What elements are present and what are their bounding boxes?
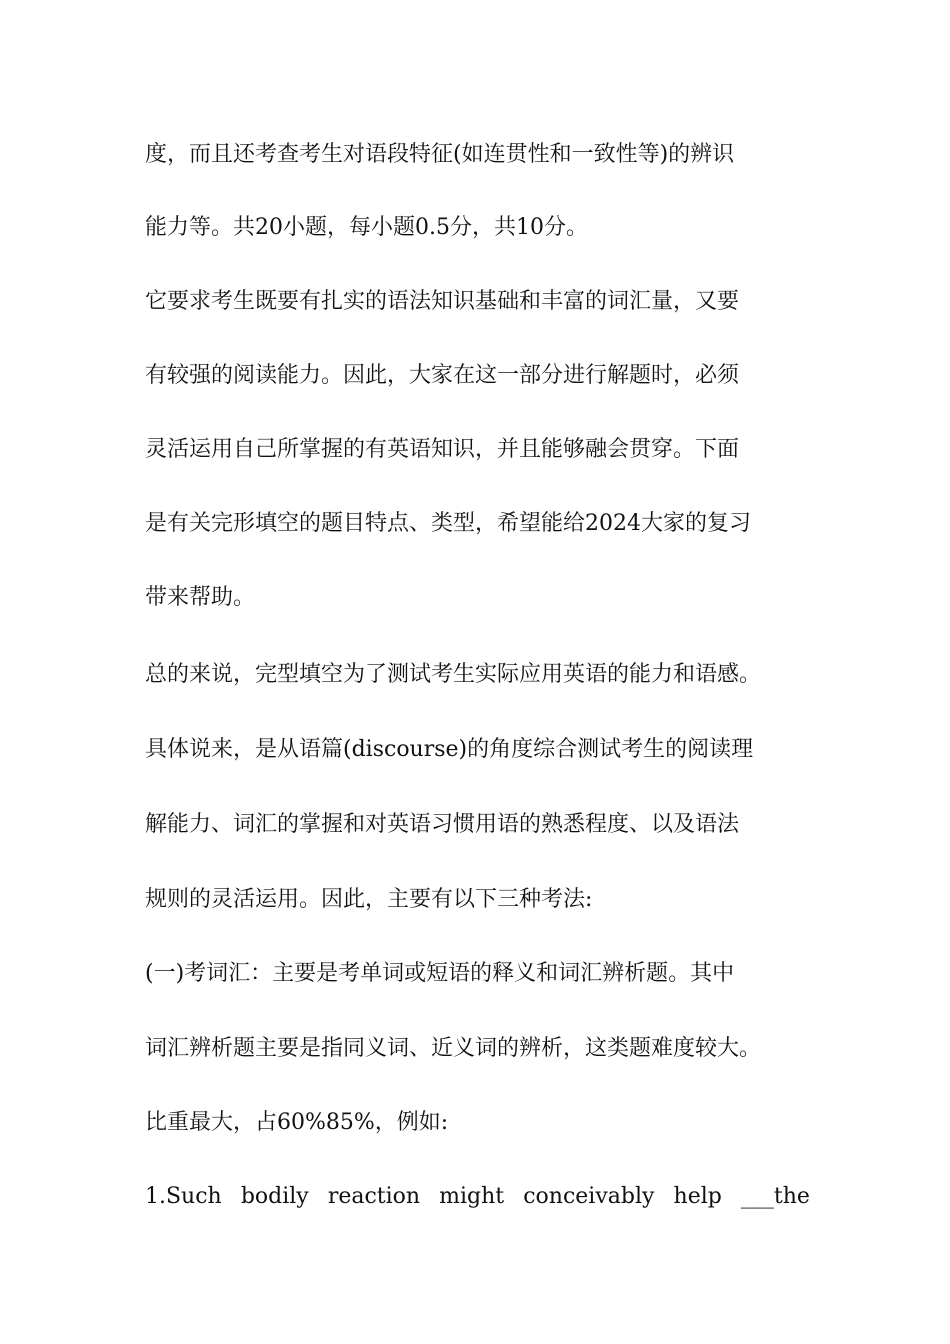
text-line: 灵活运用自己所掌握的有英语知识，并且能够融会贯穿。下面 [145, 437, 740, 462]
question-line [145, 1182, 810, 1212]
question-word: 1.Such [145, 1184, 222, 1209]
text-line: 它要求考生既要有扎实的语法知识基础和丰富的词汇量，又要 [145, 289, 740, 314]
question-word: help [673, 1184, 722, 1209]
text-line: 比重最大，占60%85%，例如: [145, 1110, 449, 1135]
text-line: 是有关完形填空的题目特点、类型，希望能给2024大家的复习 [145, 511, 751, 536]
text-line: 带来帮助。 [145, 585, 256, 610]
text-line: 具体说来，是从语篇(discourse)的角度综合测试考生的阅读理 [145, 737, 754, 762]
text-line: 总的来说，完型填空为了测试考生实际应用英语的能力和语感。 [145, 662, 762, 687]
text-line: 有较强的阅读能力。因此，大家在这一部分进行解题时，必须 [145, 363, 740, 388]
text-line: 规则的灵活运用。因此，主要有以下三种考法: [145, 887, 593, 912]
question-word: conceivably [523, 1184, 655, 1209]
text-line: (一)考词汇：主要是考单词或短语的释义和词汇辨析题。其中 [145, 961, 735, 986]
question-word: reaction [327, 1184, 421, 1209]
text-line: 解能力、词汇的掌握和对英语习惯用语的熟悉程度、以及语法 [145, 812, 740, 837]
text-line: 度，而且还考查考生对语段特征(如连贯性和一致性等)的辨识 [145, 142, 735, 167]
text-line: 词汇辨析题主要是指同义词、近义词的辨析，这类题难度较大。 [145, 1036, 762, 1061]
text-line: 能力等。共20小题，每小题0.5分，共10分。 [145, 215, 588, 240]
question-blank: ___the [740, 1184, 810, 1209]
question-word: bodily [240, 1184, 309, 1209]
question-word: might [439, 1184, 505, 1209]
